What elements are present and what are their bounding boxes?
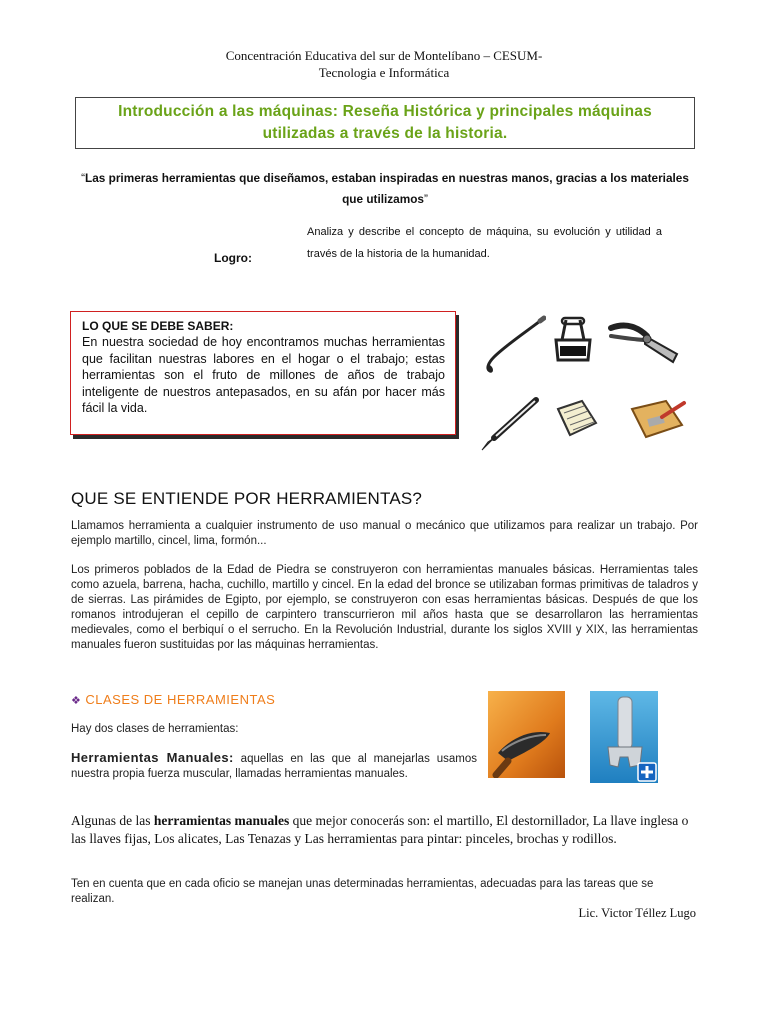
- craft-knife-icon: [478, 396, 540, 452]
- definition-paragraph: Llamamos herramienta a cualquier instrumento de uso manual o mecánico que utilizamos para realizar un trabajo. Por ejemplo martillo, cincel, lima, formón...: [71, 520, 698, 547]
- document-title: Introducción a las máquinas: Reseña Histórica y principales máquinas utilizadas a través de la historia.: [118, 103, 652, 142]
- clases-heading: ❖ CLASES DE HERRAMIENTAS: [71, 692, 276, 707]
- logro-text: Analiza y describe el concepto de máquina, su evolución y utilidad a través de la historia de la humanidad.: [307, 226, 662, 260]
- diamond-bullet-icon: ❖: [71, 695, 82, 707]
- history-paragraph: Los primeros poblados de la Edad de Piedra se construyeron con herramientas manuales básicas. Herramientas tales como azuela, barrena, hacha, cuchillo, martillo y cincel. En la edad del bronce se utilizaban formas primitivas de taladros y de sierras. Las pirámides de Egipto, por ejemplo, se construyeron con esas herramientas básicas. Después de que los romanos introdujeran el cepillo de carpintero transcurrieron mil años hasta que se desarrollaron las herramientas medievales, como el berbiquí o el serrucho. En la Revolución Industrial, durante los siglos XVIII y XIX, las herramientas manuales fueron sustituidas por las máquinas herramientas.: [71, 564, 698, 651]
- wrench-photo: [590, 691, 658, 783]
- section-heading: QUE SE ENTIENDE POR HERRAMIENTAS?: [71, 489, 423, 508]
- hammer-photo: [488, 691, 565, 778]
- intro-quote: “Las primeras herramientas que diseñamos, estaban inspiradas en nuestras manos, gracias a los materiales que utilizamos”: [81, 171, 689, 206]
- logro-label: Logro:: [214, 251, 252, 265]
- hook-tool-icon: [478, 315, 546, 375]
- header-subject: Tecnologia e Informática: [318, 65, 450, 80]
- saber-heading: LO QUE SE DEBE SABER:: [82, 319, 234, 333]
- binder-clip-icon: [548, 316, 598, 366]
- drawing-board-icon: [628, 395, 688, 441]
- sandpaper-icon: [552, 397, 600, 441]
- nota-oficios: Ten en cuenta que en cada oficio se manejan unas determinadas herramientas, adecuadas para las tareas que se realizan.: [71, 878, 654, 905]
- saber-box: [70, 311, 456, 435]
- hole-punch-icon: [607, 318, 685, 368]
- header-institution: Concentración Educativa del sur de Montelíbano – CESUM-: [225, 48, 543, 63]
- saber-text: En nuestra sociedad de hoy encontramos muchas herramientas que facilitan nuestras labores en el hogar o el trabajo; estas herramientas son el fruto de millones de años de trabajo inteligente de nuestros antepasados, en su afán por hacer más fácil la vida.: [82, 335, 445, 415]
- herramientas-manuales-list: Algunas de las herramientas manuales que mejor conocerás son: el martillo, El destornillador, La llave inglesa o las llaves fijas, Los alicates, Las Tenazas y Las herramientas para pintar: pinceles, brochas y rodillos.: [71, 813, 689, 846]
- manuales-definition: Herramientas Manuales: aquellas en las que al manejarlas usamos nuestra propia fuerza muscular, llamadas herramientas manuales.: [71, 750, 477, 780]
- title-box: [75, 97, 695, 149]
- clases-intro: Hay dos clases de herramientas:: [71, 723, 239, 735]
- author-signature: Lic. Victor Téllez Lugo: [578, 906, 696, 920]
